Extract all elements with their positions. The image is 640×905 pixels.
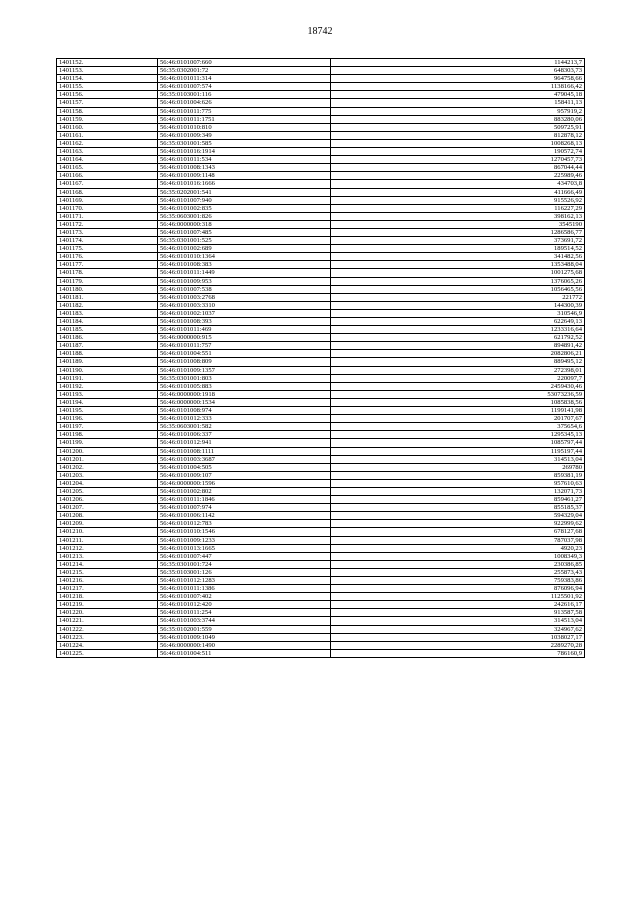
row-number: 1401182. <box>57 301 158 309</box>
table-row <box>57 131 585 139</box>
row-number: 1401192. <box>57 382 158 390</box>
cadastral-number: 56:46:0101007:538 <box>158 285 331 293</box>
table-row <box>57 585 585 593</box>
row-number: 1401203. <box>57 471 158 479</box>
cadastral-number: 56:46:0101002:802 <box>158 487 331 495</box>
row-number: 1401178. <box>57 269 158 277</box>
row-number: 1401189. <box>57 358 158 366</box>
cadastral-value: 434703,8 <box>331 180 585 188</box>
cadastral-value: 116227,29 <box>331 204 585 212</box>
table-row <box>57 504 585 512</box>
cadastral-number: 56:46:0101003:3687 <box>158 455 331 463</box>
cadastral-number: 56:46:0101008:1111 <box>158 447 331 455</box>
cadastral-value: 964758,66 <box>331 75 585 83</box>
table-row <box>57 350 585 358</box>
row-number: 1401177. <box>57 261 158 269</box>
table-row <box>57 390 585 398</box>
cadastral-value: 314513,04 <box>331 617 585 625</box>
table-row <box>57 277 585 285</box>
cadastral-number: 56:46:0000000:1596 <box>158 479 331 487</box>
table-row <box>57 407 585 415</box>
cadastral-number: 56:46:0101011:254 <box>158 609 331 617</box>
table-row <box>57 431 585 439</box>
cadastral-number: 56:46:0101007:574 <box>158 83 331 91</box>
cadastral-value: 648303,73 <box>331 67 585 75</box>
row-number: 1401161. <box>57 131 158 139</box>
row-number: 1401194. <box>57 398 158 406</box>
table-row <box>57 180 585 188</box>
table-row <box>57 641 585 649</box>
cadastral-value: 1233316,64 <box>331 326 585 334</box>
cadastral-value: 913587,58 <box>331 609 585 617</box>
cadastral-value: 341482,56 <box>331 253 585 261</box>
cadastral-number: 56:46:0101007:402 <box>158 593 331 601</box>
row-number: 1401157. <box>57 99 158 107</box>
row-number: 1401198. <box>57 431 158 439</box>
table-row <box>57 326 585 334</box>
row-number: 1401156. <box>57 91 158 99</box>
row-number: 1401202. <box>57 463 158 471</box>
table-row <box>57 83 585 91</box>
cadastral-value: 957610,63 <box>331 479 585 487</box>
row-number: 1401199. <box>57 439 158 447</box>
table-row <box>57 75 585 83</box>
table-row <box>57 358 585 366</box>
table-row <box>57 560 585 568</box>
row-number: 1401185. <box>57 326 158 334</box>
cadastral-value: 373691,72 <box>331 237 585 245</box>
cadastral-value: 867044,44 <box>331 164 585 172</box>
row-number: 1401205. <box>57 487 158 495</box>
cadastral-value: 225989,46 <box>331 172 585 180</box>
cadastral-number: 56:35:0202001:541 <box>158 188 331 196</box>
cadastral-value: 1353488,04 <box>331 261 585 269</box>
cadastral-value: 1138166,42 <box>331 83 585 91</box>
row-number: 1401208. <box>57 512 158 520</box>
row-number: 1401212. <box>57 544 158 552</box>
row-number: 1401213. <box>57 552 158 560</box>
cadastral-number: 56:46:0101009:1357 <box>158 366 331 374</box>
cadastral-number: 56:46:0101003:3310 <box>158 301 331 309</box>
cadastral-number: 56:46:0101011:534 <box>158 156 331 164</box>
cadastral-number: 56:46:0101008:974 <box>158 407 331 415</box>
cadastral-value: 1376065,26 <box>331 277 585 285</box>
row-number: 1401165. <box>57 164 158 172</box>
cadastral-number: 56:35:0102001:559 <box>158 625 331 633</box>
cadastral-value: 242616,17 <box>331 601 585 609</box>
cadastral-number: 56:46:0101002:835 <box>158 204 331 212</box>
table-row <box>57 99 585 107</box>
cadastral-value: 509725,91 <box>331 123 585 131</box>
table-row <box>57 512 585 520</box>
row-number: 1401201. <box>57 455 158 463</box>
cadastral-value: 621792,52 <box>331 334 585 342</box>
cadastral-value: 255873,43 <box>331 568 585 576</box>
row-number: 1401166. <box>57 172 158 180</box>
table-row <box>57 293 585 301</box>
cadastral-number: 56:46:0101007:660 <box>158 59 331 67</box>
cadastral-number: 56:46:0101007:447 <box>158 552 331 560</box>
cadastral-value: 876096,94 <box>331 585 585 593</box>
table-row <box>57 188 585 196</box>
cadastral-value: 324967,62 <box>331 625 585 633</box>
row-number: 1401222. <box>57 625 158 633</box>
row-number: 1401191. <box>57 374 158 382</box>
cadastral-number: 56:46:0101006:337 <box>158 431 331 439</box>
cadastral-number: 56:46:0101009:1233 <box>158 536 331 544</box>
table-row <box>57 212 585 220</box>
table-row <box>57 253 585 261</box>
row-number: 1401184. <box>57 318 158 326</box>
table-row <box>57 204 585 212</box>
row-number: 1401207. <box>57 504 158 512</box>
cadastral-value: 594329,04 <box>331 512 585 520</box>
cadastral-number: 56:35:0301001:803 <box>158 374 331 382</box>
cadastral-number: 56:46:0101010:1364 <box>158 253 331 261</box>
cadastral-value: 883280,06 <box>331 115 585 123</box>
cadastral-value: 132071,73 <box>331 487 585 495</box>
row-number: 1401168. <box>57 188 158 196</box>
table-row <box>57 334 585 342</box>
cadastral-value: 190572,74 <box>331 148 585 156</box>
row-number: 1401200. <box>57 447 158 455</box>
cadastral-number: 56:35:0603001:826 <box>158 212 331 220</box>
cadastral-number: 56:35:0603001:582 <box>158 423 331 431</box>
row-number: 1401215. <box>57 568 158 576</box>
cadastral-value: 314513,04 <box>331 455 585 463</box>
row-number: 1401220. <box>57 609 158 617</box>
cadastral-value: 1199141,98 <box>331 407 585 415</box>
row-number: 1401173. <box>57 228 158 236</box>
cadastral-number: 56:46:0101011:1449 <box>158 269 331 277</box>
row-number: 1401183. <box>57 309 158 317</box>
cadastral-number: 56:35:0302001:72 <box>158 67 331 75</box>
cadastral-value: 189514,52 <box>331 245 585 253</box>
cadastral-value: 1056465,56 <box>331 285 585 293</box>
cadastral-value: 922999,62 <box>331 520 585 528</box>
row-number: 1401193. <box>57 390 158 398</box>
row-number: 1401188. <box>57 350 158 358</box>
row-number: 1401217. <box>57 585 158 593</box>
cadastral-number: 56:46:0101012:783 <box>158 520 331 528</box>
cadastral-value: 144300,39 <box>331 301 585 309</box>
table-row <box>57 245 585 253</box>
table-row <box>57 115 585 123</box>
cadastral-value: 310546,9 <box>331 309 585 317</box>
row-number: 1401197. <box>57 423 158 431</box>
table-row <box>57 415 585 423</box>
cadastral-number: 56:35:0103001:116 <box>158 91 331 99</box>
table-row <box>57 269 585 277</box>
cadastral-value: 787037,98 <box>331 536 585 544</box>
table-row <box>57 285 585 293</box>
cadastral-number: 56:46:0101008:1343 <box>158 164 331 172</box>
cadastral-number: 56:46:0101011:1846 <box>158 496 331 504</box>
row-number: 1401163. <box>57 148 158 156</box>
table-row <box>57 374 585 382</box>
table-row <box>57 139 585 147</box>
row-number: 1401155. <box>57 83 158 91</box>
table-row <box>57 123 585 131</box>
table-row <box>57 220 585 228</box>
table-row <box>57 552 585 560</box>
table-row <box>57 423 585 431</box>
table-row <box>57 463 585 471</box>
row-number: 1401224. <box>57 641 158 649</box>
cadastral-value: 859461,27 <box>331 496 585 504</box>
table-row <box>57 625 585 633</box>
cadastral-number: 56:46:0101004:511 <box>158 649 331 657</box>
table-row <box>57 156 585 164</box>
cadastral-value: 1085797,44 <box>331 439 585 447</box>
cadastral-number: 56:46:0101008:809 <box>158 358 331 366</box>
cadastral-number: 56:46:0101002:1037 <box>158 309 331 317</box>
cadastral-number: 56:46:0101011:775 <box>158 107 331 115</box>
row-number: 1401175. <box>57 245 158 253</box>
cadastral-number: 56:46:0101010:1546 <box>158 528 331 536</box>
cadastral-value: 158411,13 <box>331 99 585 107</box>
cadastral-value: 221772 <box>331 293 585 301</box>
cadastral-number: 56:46:0101004:626 <box>158 99 331 107</box>
cadastral-number: 56:35:0103001:126 <box>158 568 331 576</box>
cadastral-value: 1286586,77 <box>331 228 585 236</box>
cadastral-value: 3545190 <box>331 220 585 228</box>
cadastral-number: 56:46:0101011:314 <box>158 75 331 83</box>
cadastral-number: 56:46:0101011:1386 <box>158 585 331 593</box>
row-number: 1401206. <box>57 496 158 504</box>
cadastral-value: 479045,18 <box>331 91 585 99</box>
cadastral-number: 56:46:0101002:689 <box>158 245 331 253</box>
cadastral-number: 56:46:0101012:941 <box>158 439 331 447</box>
cadastral-value: 230386,85 <box>331 560 585 568</box>
cadastral-value: 957919,2 <box>331 107 585 115</box>
row-number: 1401181. <box>57 293 158 301</box>
table-row <box>57 382 585 390</box>
cadastral-number: 56:46:0101016:1914 <box>158 148 331 156</box>
registry-table-body <box>57 59 585 658</box>
cadastral-value: 1295345,13 <box>331 431 585 439</box>
cadastral-value: 622649,13 <box>331 318 585 326</box>
row-number: 1401204. <box>57 479 158 487</box>
table-row <box>57 67 585 75</box>
cadastral-value: 678127,68 <box>331 528 585 536</box>
cadastral-number: 56:46:0101004:551 <box>158 350 331 358</box>
cadastral-value: 411666,49 <box>331 188 585 196</box>
table-row <box>57 398 585 406</box>
table-row <box>57 164 585 172</box>
cadastral-value: 1008349,3 <box>331 552 585 560</box>
row-number: 1401209. <box>57 520 158 528</box>
cadastral-value: 855185,37 <box>331 504 585 512</box>
table-row <box>57 601 585 609</box>
table-row <box>57 568 585 576</box>
table-row <box>57 609 585 617</box>
row-number: 1401158. <box>57 107 158 115</box>
table-row <box>57 196 585 204</box>
cadastral-number: 56:46:0101007:485 <box>158 228 331 236</box>
cadastral-value: 1270457,73 <box>331 156 585 164</box>
table-row <box>57 577 585 585</box>
row-number: 1401170. <box>57 204 158 212</box>
table-row <box>57 91 585 99</box>
cadastral-value: 889495,12 <box>331 358 585 366</box>
row-number: 1401196. <box>57 415 158 423</box>
cadastral-value: 375654,6 <box>331 423 585 431</box>
cadastral-number: 56:46:0000000:1490 <box>158 641 331 649</box>
cadastral-number: 56:46:0101007:940 <box>158 196 331 204</box>
row-number: 1401210. <box>57 528 158 536</box>
cadastral-number: 56:46:0101011:757 <box>158 342 331 350</box>
page-number: 18742 <box>307 26 333 37</box>
cadastral-number: 56:46:0101006:1142 <box>158 512 331 520</box>
table-row <box>57 528 585 536</box>
table-row <box>57 237 585 245</box>
cadastral-value: 1144213,7 <box>331 59 585 67</box>
cadastral-number: 56:46:0101009:107 <box>158 471 331 479</box>
cadastral-value: 53073236,59 <box>331 390 585 398</box>
cadastral-number: 56:46:0101007:974 <box>158 504 331 512</box>
table-row <box>57 366 585 374</box>
table-row <box>57 318 585 326</box>
cadastral-value: 2082806,21 <box>331 350 585 358</box>
cadastral-value: 1085838,56 <box>331 398 585 406</box>
cadastral-value: 1001275,68 <box>331 269 585 277</box>
table-row <box>57 172 585 180</box>
row-number: 1401167. <box>57 180 158 188</box>
cadastral-number: 56:46:0101012:420 <box>158 601 331 609</box>
cadastral-number: 56:46:0101008:393 <box>158 318 331 326</box>
table-row <box>57 487 585 495</box>
row-number: 1401160. <box>57 123 158 131</box>
table-row <box>57 447 585 455</box>
table-row <box>57 617 585 625</box>
table-row <box>57 148 585 156</box>
cadastral-number: 56:46:0101016:1666 <box>158 180 331 188</box>
cadastral-number: 56:46:0101003:2768 <box>158 293 331 301</box>
row-number: 1401214. <box>57 560 158 568</box>
table-row <box>57 261 585 269</box>
cadastral-value: 2459430,46 <box>331 382 585 390</box>
row-number: 1401152. <box>57 59 158 67</box>
row-number: 1401172. <box>57 220 158 228</box>
row-number: 1401219. <box>57 601 158 609</box>
cadastral-number: 56:46:0000000:1534 <box>158 398 331 406</box>
cadastral-number: 56:46:0101003:3744 <box>158 617 331 625</box>
row-number: 1401187. <box>57 342 158 350</box>
table-row <box>57 309 585 317</box>
cadastral-number: 56:46:0000000:915 <box>158 334 331 342</box>
table-row <box>57 536 585 544</box>
row-number: 1401174. <box>57 237 158 245</box>
table-row <box>57 520 585 528</box>
cadastral-number: 56:46:0101005:883 <box>158 382 331 390</box>
cadastral-value: 859381,19 <box>331 471 585 479</box>
row-number: 1401195. <box>57 407 158 415</box>
row-number: 1401186. <box>57 334 158 342</box>
table-row <box>57 107 585 115</box>
cadastral-value: 1195197,44 <box>331 447 585 455</box>
registry-table <box>56 58 585 658</box>
cadastral-value: 2289270,28 <box>331 641 585 649</box>
row-number: 1401176. <box>57 253 158 261</box>
table-row <box>57 439 585 447</box>
table-row <box>57 649 585 657</box>
cadastral-number: 56:35:0301001:724 <box>158 560 331 568</box>
row-number: 1401180. <box>57 285 158 293</box>
cadastral-value: 786160,9 <box>331 649 585 657</box>
cadastral-value: 759383,86 <box>331 577 585 585</box>
row-number: 1401190. <box>57 366 158 374</box>
cadastral-number: 56:46:0101012:1283 <box>158 577 331 585</box>
row-number: 1401169. <box>57 196 158 204</box>
cadastral-number: 56:46:0101012:333 <box>158 415 331 423</box>
cadastral-value: 398162,13 <box>331 212 585 220</box>
row-number: 1401223. <box>57 633 158 641</box>
cadastral-value: 812878,12 <box>331 131 585 139</box>
cadastral-value: 894891,42 <box>331 342 585 350</box>
table-row <box>57 496 585 504</box>
table-row <box>57 633 585 641</box>
row-number: 1401171. <box>57 212 158 220</box>
table-row <box>57 59 585 67</box>
row-number: 1401153. <box>57 67 158 75</box>
cadastral-value: 4920,23 <box>331 544 585 552</box>
cadastral-number: 56:46:0101013:1665 <box>158 544 331 552</box>
cadastral-value: 272398,01 <box>331 366 585 374</box>
table-row <box>57 455 585 463</box>
cadastral-value: 1125501,92 <box>331 593 585 601</box>
table-row <box>57 228 585 236</box>
cadastral-number: 56:46:0101010:810 <box>158 123 331 131</box>
cadastral-value: 201707,67 <box>331 415 585 423</box>
cadastral-number: 56:46:0101011:1751 <box>158 115 331 123</box>
cadastral-number: 56:46:0101009:1148 <box>158 172 331 180</box>
cadastral-number: 56:35:0301001:585 <box>158 139 331 147</box>
row-number: 1401216. <box>57 577 158 585</box>
cadastral-value: 915526,92 <box>331 196 585 204</box>
cadastral-number: 56:35:0301001:525 <box>158 237 331 245</box>
row-number: 1401221. <box>57 617 158 625</box>
row-number: 1401179. <box>57 277 158 285</box>
cadastral-number: 56:46:0101011:469 <box>158 326 331 334</box>
table-row <box>57 544 585 552</box>
cadastral-number: 56:46:0101009:953 <box>158 277 331 285</box>
cadastral-number: 56:46:0101004:505 <box>158 463 331 471</box>
cadastral-value: 1038027,17 <box>331 633 585 641</box>
row-number: 1401225. <box>57 649 158 657</box>
cadastral-number: 56:46:0101009:1049 <box>158 633 331 641</box>
cadastral-value: 269780 <box>331 463 585 471</box>
table-row <box>57 342 585 350</box>
cadastral-value: 1008268,13 <box>331 139 585 147</box>
row-number: 1401159. <box>57 115 158 123</box>
row-number: 1401162. <box>57 139 158 147</box>
row-number: 1401154. <box>57 75 158 83</box>
cadastral-number: 56:46:0000000:1918 <box>158 390 331 398</box>
cadastral-number: 56:46:0101008:383 <box>158 261 331 269</box>
row-number: 1401218. <box>57 593 158 601</box>
table-row <box>57 593 585 601</box>
table-row <box>57 471 585 479</box>
row-number: 1401164. <box>57 156 158 164</box>
cadastral-value: 220097,7 <box>331 374 585 382</box>
cadastral-number: 56:46:0101009:349 <box>158 131 331 139</box>
cadastral-number: 56:46:0000000:318 <box>158 220 331 228</box>
table-row <box>57 301 585 309</box>
table-row <box>57 479 585 487</box>
row-number: 1401211. <box>57 536 158 544</box>
